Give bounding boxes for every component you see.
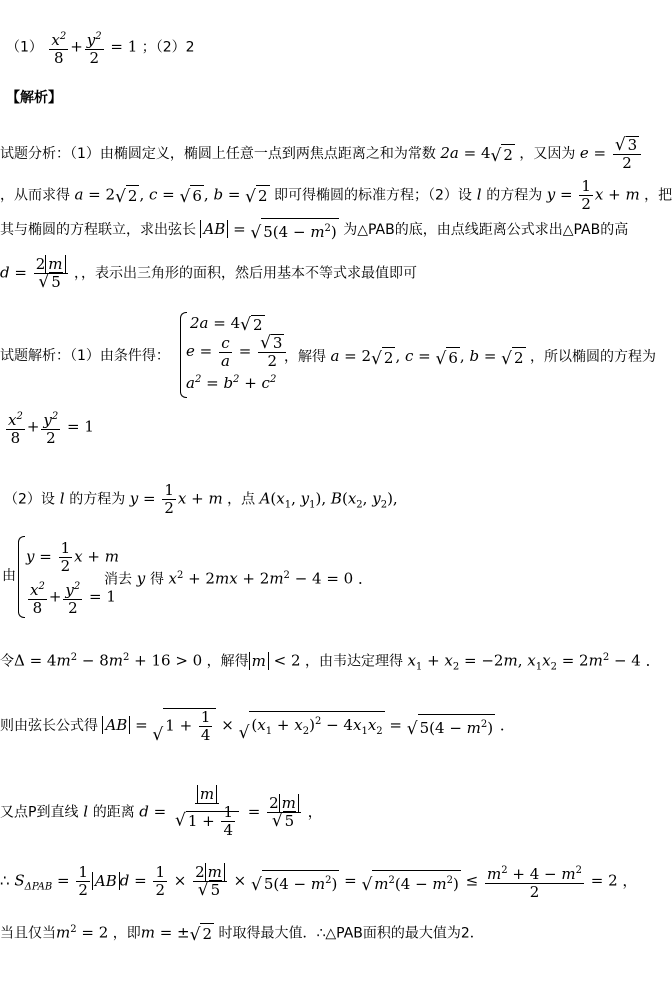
solution-line-1: 试题解析：（1）由条件得： [0, 348, 170, 364]
solution-line-4: 令$\Delta = 4m^2 - 8m^2 + 16 > 0$ ，解得 m < 2 ，由韦达定理得 $x_1 + x_2 = -2m$, $x_1x_2 = 2m^2 - 4$ ． [0, 651, 661, 673]
solution-line-7: ∴ $S_{\Delta PAB}$ = $\frac{1}{2}$ AB d = $\frac{1}{2}$ × $\frac{2 m}{√ 5}$ × √ $5(4 - m^2)$ = √ $m^2(4 - m^2)$ ≤ $\frac{m^2 + 4 - m^2}{2}$ = 2 ， [0, 863, 638, 901]
solution-line-1b: ，解得 a = 2 √ 2 , c = √ 6 , b = √ 2 ，所以椭圆的方程为 [284, 347, 657, 369]
answer-part1-label: （1） [6, 39, 43, 56]
solution-line-3-prefix: 由 [2, 568, 16, 584]
solution-line-8: 当且仅当$m^2 = 2$ ，即m = ± √ 2 时取得最大值．∴△PAB面积的最大值为2． [0, 923, 484, 946]
solution-line-6: 又点P到直线 l 的距离 d = m √ 1 + $\frac{1}{4}$ = $\frac{2 m}{√ 5}$ ， [0, 785, 323, 839]
system-brace-2 [18, 536, 25, 618]
solution-label: 试题解析： [0, 348, 70, 364]
analysis-line-4: d = $\frac{2 m}{√ 5}$ ，，表示出三角形的面积，然后用基本不等式求最值即可 [0, 255, 417, 292]
ellipse-equation: $\frac{x^2}{8}$ + $\frac{y^2}{2}$ = 1 [4, 408, 94, 447]
answer-part2-label: ；（2）2 [141, 39, 195, 56]
solution-line-5: 则由弦长公式得 AB = √ 1 + $\frac{1}{4}$ × √ $(x_1 + x_2)^2 - 4x_1x_2$ = √ $5(4 - m^2)$ ． [0, 708, 515, 745]
analysis-line-2: ，从而求得 a = 2 √ 2 , c = √ 6 , b = √ 2 即可得椭圆的标准方程；（2）设 l 的方程为 y = $\frac{1}{2}$ x + m ，把 [0, 177, 672, 213]
analysis-label: 试题分析： [0, 146, 70, 162]
section-heading: 【解析】 [6, 90, 62, 106]
analysis-line-1: 试题分析：（1）由椭圆定义，椭圆上任意一点到两焦点距离之和为常数 2a = 4 √ 2 ，又因为 e = √ 3 2 [0, 136, 643, 172]
solution-line-3: 消去 y 得 $x^2 + 2mx + 2m^2 - 4 = 0$ ． [104, 569, 373, 588]
solution-line-2: （2）设 l 的方程为 y = $\frac{1}{2}$ x + m ，点 $A(x_1$, $y_1$), $B(x_2$, $y_2$), [4, 481, 398, 517]
answer-line: （1） $\frac{x^2}{8}$ + $\frac{y^2}{2}$ = 1 ；（2）2 [6, 28, 195, 67]
analysis-line-3: 其与椭圆的方程联立，求出弦长 AB = √ $5(4 - m^2)$ 为△PAB的底，由点线距离公式求出△PAB的高 [0, 220, 629, 243]
